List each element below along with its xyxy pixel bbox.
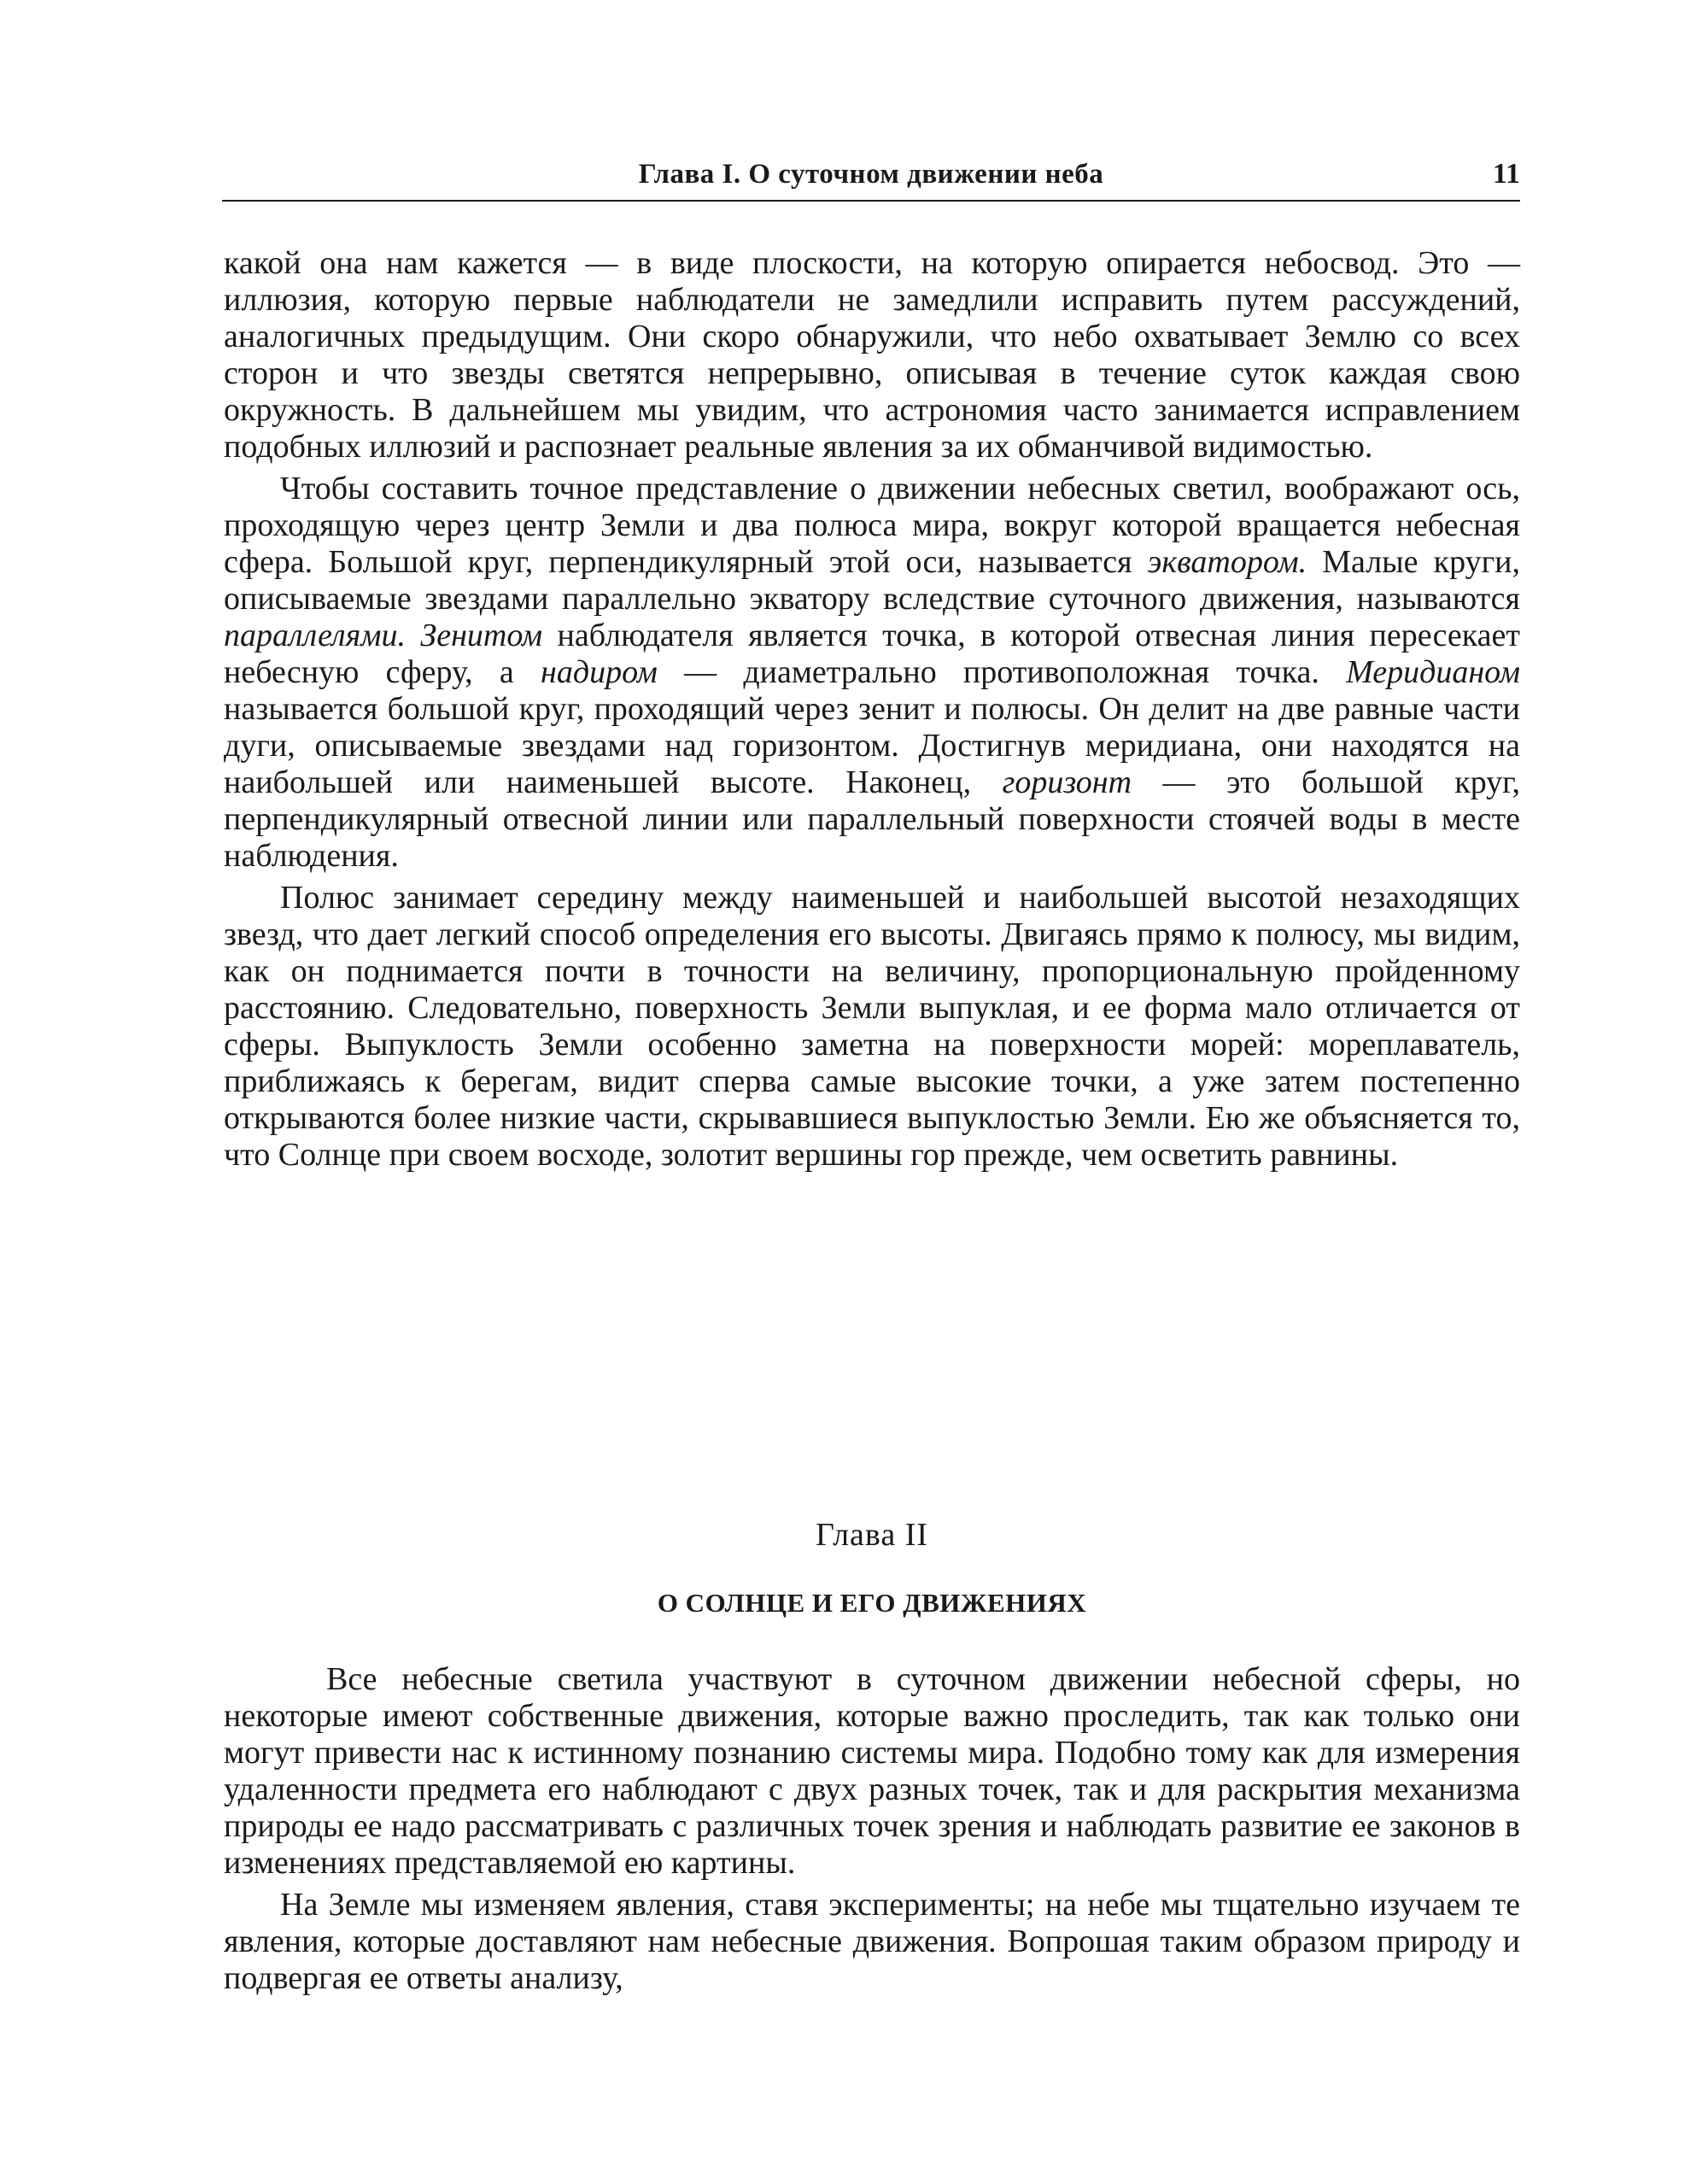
text-run: Чтобы составить точное представление о движении небесных светил, воображают ось, проходящую через центр Земли и два полюса мира, вокруг которой вращается небесная сфера. Большой круг, перпендикулярный этой оси, называется [224, 471, 1520, 580]
text-run: называется большой круг, проходящий через зенит и полюсы. Он делит на две равные части дуги, описываемые звездами над горизонтом. Достигнув меридиана, они находятся на наибольшей или наименьшей высоте. Наконец, [224, 691, 1520, 800]
text-run: Все небесные светила участвуют в суточном движении небесной сферы, но некоторые имеют собственные движения, которые важно проследить, так как только они могут привести нас к истинному познанию системы мира. Подобно тому как для измерения удаленности предмета его наблюдают с двух разных точек, так и для раскрытия механизма природы ее надо рассматривать с различных точек зрения и наблюдать развитие ее законов в изменениях представляемой ею картины. [224, 1661, 1520, 1881]
italic-term: экватором. [1147, 544, 1307, 580]
paragraph [224, 471, 1520, 875]
chapter-2-body [224, 1661, 1520, 1997]
text-run: наблюдателя является точка, в которой отвесная линия пересекает небесную сферу, а [224, 618, 1520, 690]
running-head [222, 150, 1520, 198]
paragraph [224, 1887, 1520, 1997]
running-title: Глава I. О суточном движении неба [638, 159, 1104, 190]
text-run [406, 618, 420, 653]
text-run: Полюс занимает середину между наименьшей и наибольшей высотой незаходящих звезд, что дает легкий способ определения его высоты. Двигаясь прямо к полюсу, мы видим, как он поднимается почти в точности на величину, пропорциональную пройденному расстоянию. Следовательно, поверхность Земли выпуклая, и ее форма мало отличается от сферы. Выпуклость Земли особенно заметна на поверхности морей: мореплаватель, приближаясь к берегам, видит сперва самые высокие точки, а уже затем постепенно открываются более низкие части, скрывавшиеся выпуклостью Земли. Ею же объясняется то, что Солнце при своем восходе, золотит вершины гор прежде, чем осветить равнины. [224, 880, 1520, 1173]
page-number: 11 [1492, 158, 1520, 190]
paragraph [224, 245, 1520, 465]
paragraph [224, 880, 1520, 1174]
header-rule [222, 200, 1520, 202]
italic-term: Меридианом [1346, 654, 1520, 690]
chapter-heading: Глава II [815, 1517, 929, 1553]
text-run: какой она нам кажется — в виде плоскости, на которую опирается небосвод. Это — иллюзия, которую первые наблюдатели не замедлили исправить путем рассуждений, аналогичных предыдущим. Они скоро обнаружили, что небо охватывает Землю со всех сторон и что звезды светятся непрерывно, описывая в течение суток каждая свою окружность. В дальнейшем мы увидим, что астрономия часто занимается исправлением подобных иллюзий и распознает реальные явления за их обманчивой видимостью. [224, 245, 1520, 465]
chapter-1-body [224, 245, 1520, 1174]
italic-term: Зенитом [420, 618, 543, 653]
text-run: — это большой круг, перпендикулярный отвесной линии или параллельный поверхности стоячей воды в месте наблюдения. [224, 764, 1520, 874]
chapter-title: О СОЛНЦЕ И ЕГО ДВИЖЕНИЯХ [657, 1588, 1087, 1618]
paragraph [224, 1661, 1520, 1882]
text-run: Малые круги, описываемые звездами параллельно экватору вследствие суточного движения, называются [224, 544, 1520, 617]
text-run: — диаметрально противоположная точка. [657, 654, 1347, 690]
text-run: На Земле мы изменяем явления, ставя эксперименты; на небе мы тщательно изучаем те явления, которые доставляют нам небесные движения. Вопрошая таким образом природу и подвергая ее ответы анализу, [224, 1887, 1520, 1996]
italic-term: горизонт [1002, 764, 1132, 800]
italic-term: параллелями. [224, 618, 406, 653]
italic-term: надиром [541, 654, 658, 690]
